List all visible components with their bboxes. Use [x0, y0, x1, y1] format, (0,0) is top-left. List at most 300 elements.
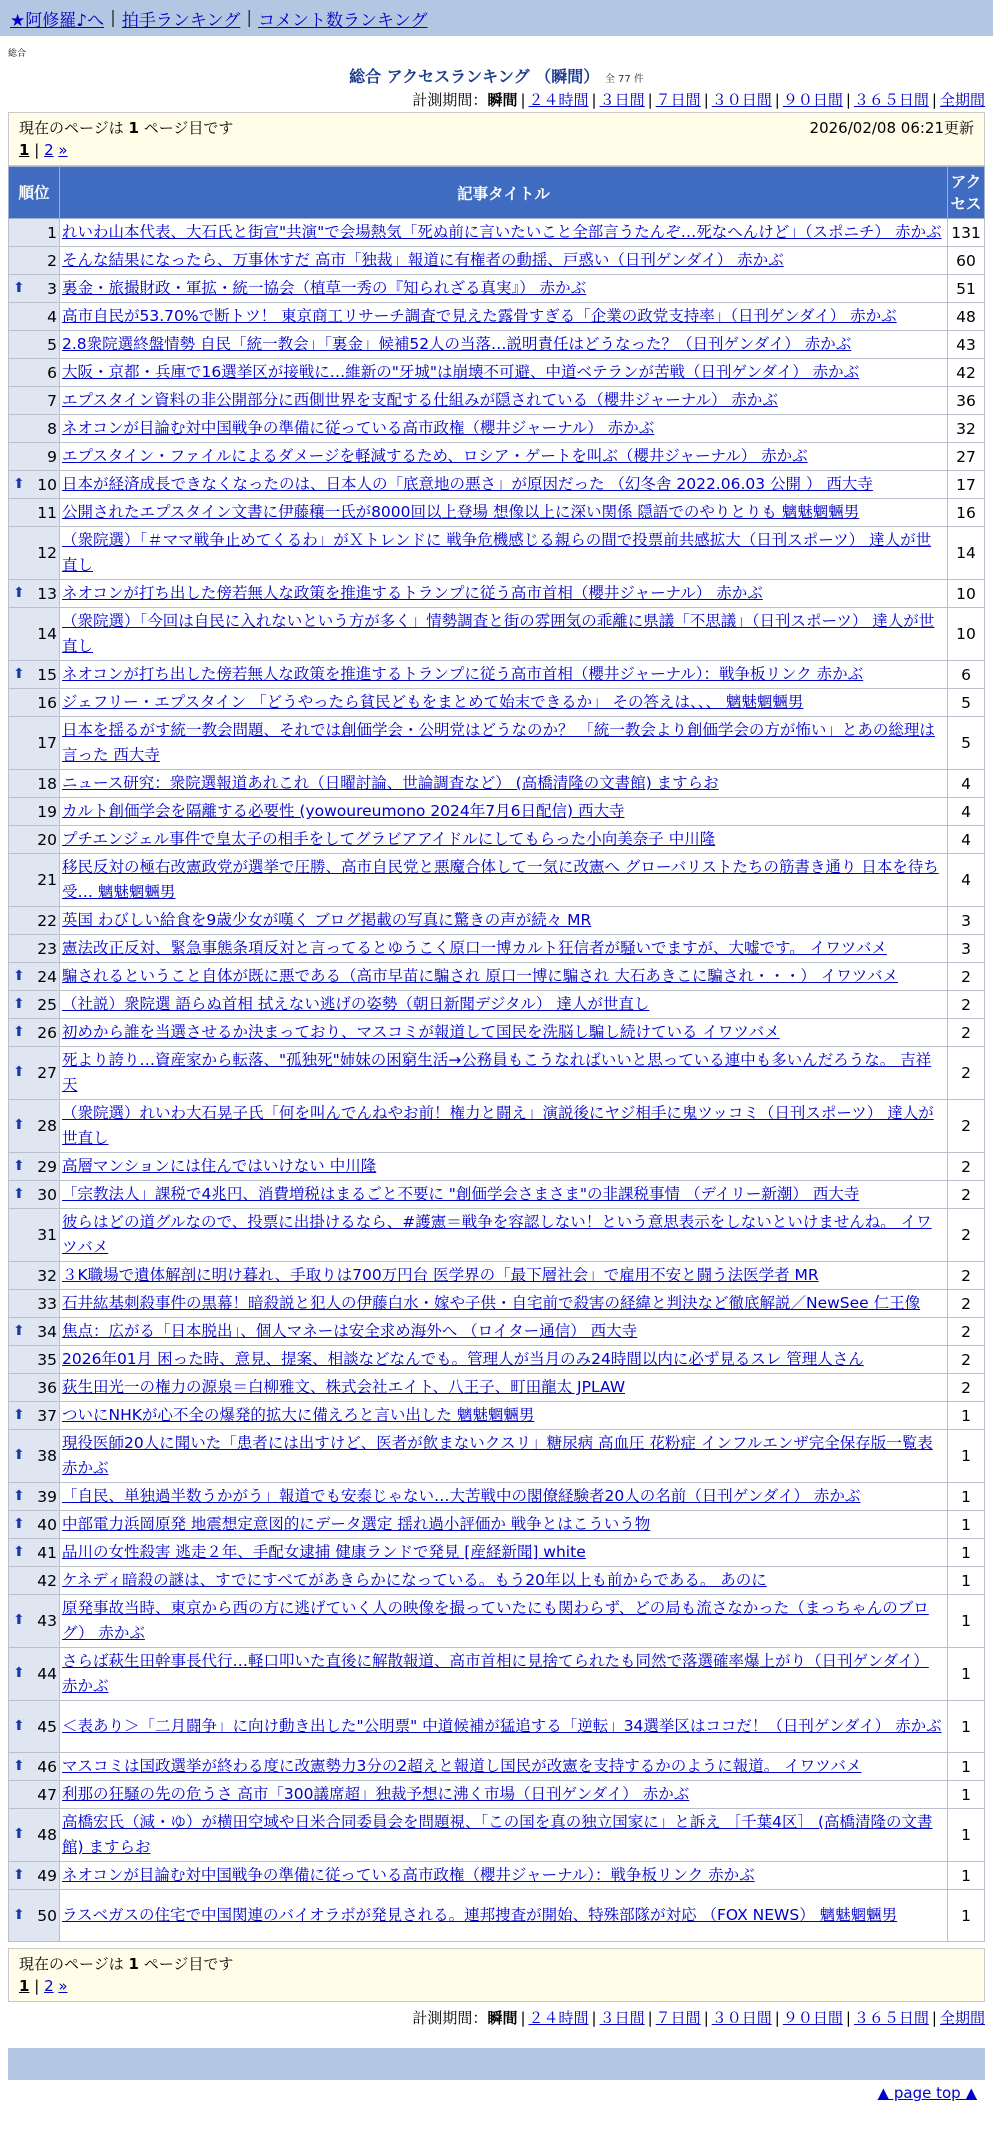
access-count: 4 [948, 798, 985, 826]
table-row [9, 275, 985, 303]
article-link[interactable]: ネオコンが打ち出した傍若無人な政策を推進するトランプに従う高市首相（櫻井ジャーナル） 赤かぶ [62, 584, 763, 602]
period-separator: | [931, 91, 937, 109]
access-count: 2 [948, 1019, 985, 1047]
rank-number: 43 [37, 1612, 57, 1630]
article-link[interactable]: マスコミは国政選挙が終わる度に改憲勢力3分の2超えと報道し国民が改憲を支持するかのように報道。 イワツバメ [62, 1757, 862, 1775]
rank-number: 46 [37, 1757, 57, 1776]
period-link[interactable]: ７日間 [655, 91, 701, 109]
rank-cell [9, 770, 60, 798]
access-count: 36 [948, 387, 985, 415]
table-row [9, 935, 985, 963]
rank-number: 50 [37, 1906, 57, 1925]
rank-number: 1 [47, 223, 57, 242]
page-status: 現在のページは 1 ページ目です [19, 1955, 234, 1973]
access-count: 2 [948, 1047, 985, 1100]
period-separator: | [591, 2009, 597, 2027]
title-cell [60, 1511, 948, 1539]
access-count: 5 [948, 689, 985, 717]
rank-number: 40 [37, 1515, 57, 1534]
rank-number: 19 [37, 802, 57, 821]
up-arrow-icon: ⬆ [13, 1515, 25, 1532]
period-link[interactable]: 全期間 [939, 91, 985, 109]
rank-cell [9, 1402, 60, 1430]
table-row [9, 1595, 985, 1648]
title-cell [60, 1290, 948, 1318]
access-count: 1 [948, 1890, 985, 1942]
article-link[interactable]: ＜表あり＞「二月闘争」に向け動き出した"公明票" 中道候補が猛追する「逆転」34選挙区はココだ！（日刊ゲンダイ） 赤かぶ [62, 1717, 942, 1735]
title-cell [60, 1318, 948, 1346]
table-row [9, 499, 985, 527]
rank-cell [9, 1595, 60, 1648]
access-count: 1 [948, 1483, 985, 1511]
access-count: 10 [948, 580, 985, 608]
comment-ranking-link[interactable]: コメント数ランキング [258, 10, 428, 31]
rank-cell [9, 1648, 60, 1701]
rank-cell [9, 1781, 60, 1809]
access-count: 27 [948, 443, 985, 471]
table-row [9, 991, 985, 1019]
article-link[interactable]: ついにNHKが心不全の爆発的拡大に備えろと言い出した 魑魅魍魎男 [62, 1406, 535, 1424]
article-link[interactable]: ジェフリー・エプスタイン 「どうやったら貧民どもをまとめて始末できるか」 その答えは、、、 魑魅魍魎男 [62, 693, 804, 711]
rank-number: 31 [37, 1226, 57, 1244]
article-link[interactable]: れいわ山本代表、大石氏と街宣"共演"で会場熱気「死ぬ前に言いたいこと全部言うたんぞ…死なへんけど」（スポニチ） 赤かぶ [62, 223, 942, 241]
table-row [9, 717, 985, 770]
pager-bottom [8, 1948, 985, 2002]
up-arrow-icon: ⬆ [13, 1665, 25, 1681]
rank-cell [9, 247, 60, 275]
up-arrow-icon: ⬆ [13, 1185, 25, 1202]
title-cell [60, 798, 948, 826]
access-count: 2 [948, 1318, 985, 1346]
rank-cell [9, 1209, 60, 1262]
article-link[interactable]: 現役医師20人に聞いた「患者には出すけど、医者が飲まないクスリ」糖尿病 高血圧 花粉症 インフルエンザ完全保存版一覧表 赤かぶ [62, 1434, 933, 1477]
article-link[interactable]: （衆院選）「今回は自民に入れないという方が多く」情勢調査と街の雰囲気の乖離に県議「不思議」（日刊スポーツ） 達人が世直し [62, 612, 935, 655]
title-cell [60, 1781, 948, 1809]
title-cell [60, 1047, 948, 1100]
period-link[interactable]: ９０日間 [782, 91, 843, 109]
table-row [9, 798, 985, 826]
article-link[interactable]: 移民反対の極右改憲政党が選挙で圧勝、高市自民党と悪魔合体して一気に改憲へ グローバリストたちの筋書き通り 日本を待ち受… 魑魅魍魎男 [62, 858, 939, 901]
rank-cell [9, 798, 60, 826]
access-count: 2 [948, 1153, 985, 1181]
article-link[interactable]: エプスタイン・ファイルによるダメージを軽減するため、ロシア・ゲートを叫ぶ（櫻井ジャーナル） 赤かぶ [62, 447, 808, 465]
rank-cell [9, 1346, 60, 1374]
article-link[interactable]: ３K職場で遺体解剖に明け暮れ、手取りは700万円台 医学界の「最下層社会」で雇用不安と闘う法医学者 MR [62, 1266, 819, 1284]
access-count: 1 [948, 1430, 985, 1483]
period-selector [0, 2006, 993, 2030]
period-selector [0, 88, 993, 112]
period-link[interactable]: ３６５日間 [853, 91, 929, 109]
title-cell [60, 826, 948, 854]
article-link[interactable]: 裏金・旅撮財政・軍拡・統一協会（植草一秀の『知られざる真実』） 赤かぶ [62, 279, 587, 297]
article-link[interactable]: 彼らはどの道グルなので、投票に出掛けるなら、#護憲＝戦争を容認しない！という意思表示をしないといけませんね。 イワツバメ [62, 1213, 932, 1256]
rank-number: 41 [37, 1543, 57, 1562]
up-arrow-icon: ⬆ [13, 1826, 25, 1842]
title-column-header: 記事タイトル [60, 167, 948, 219]
article-link[interactable]: 荻生田光一の権力の源泉＝白柳雅文、株式会社エイト、八王子、町田龍太 JPLAW [62, 1378, 626, 1396]
article-link[interactable]: 高市自民が53.70%で断トツ！ 東京商工リサーチ調査で見えた露骨すぎる「企業の政党支持率」（日刊ゲンダイ） 赤かぶ [62, 307, 897, 325]
page-links [19, 1975, 974, 1997]
rank-cell [9, 1483, 60, 1511]
table-row [9, 359, 985, 387]
rank-cell [9, 1181, 60, 1209]
period-separator: | [647, 2009, 653, 2027]
period-current: 瞬間 [487, 91, 518, 109]
rank-number: 33 [37, 1294, 57, 1313]
page-2-link[interactable]: 2 [44, 1977, 54, 1995]
period-current: 瞬間 [487, 2009, 518, 2027]
table-row [9, 331, 985, 359]
rank-cell [9, 219, 60, 247]
title-cell [60, 907, 948, 935]
up-arrow-icon: ⬆ [13, 1322, 25, 1339]
title-cell [60, 1539, 948, 1567]
period-link[interactable]: ３日間 [599, 91, 645, 109]
article-link[interactable]: プチエンジェル事件で皇太子の相手をしてグラビアアイドルにしてもらった小向美奈子 中川隆 [62, 830, 716, 848]
table-row [9, 854, 985, 907]
table-row [9, 1047, 985, 1100]
next-page-link[interactable]: » [58, 1977, 68, 1995]
title-cell [60, 963, 948, 991]
access-count: 131 [948, 219, 985, 247]
access-count: 5 [948, 717, 985, 770]
rank-cell [9, 1430, 60, 1483]
title-cell [60, 1701, 948, 1753]
top-nav-bar [0, 0, 993, 36]
title-cell [60, 247, 948, 275]
up-arrow-icon: ⬆ [13, 1487, 25, 1504]
rank-number: 22 [37, 911, 57, 930]
rank-number: 2 [47, 251, 57, 270]
nav-separator: | [246, 8, 253, 28]
up-arrow-icon: ⬆ [13, 279, 25, 296]
period-link[interactable]: 全期間 [939, 2009, 985, 2027]
table-row [9, 1019, 985, 1047]
rank-cell [9, 826, 60, 854]
table-row [9, 1483, 985, 1511]
article-link[interactable]: 英国 わびしい給食を9歳少女が嘆く ブログ掲載の写真に驚きの声が続々 MR [62, 911, 592, 929]
rank-number: 49 [37, 1866, 57, 1885]
access-count: 2 [948, 1374, 985, 1402]
title-cell [60, 275, 948, 303]
table-row [9, 1890, 985, 1942]
rank-cell [9, 303, 60, 331]
rank-cell [9, 717, 60, 770]
title-cell [60, 1346, 948, 1374]
article-link[interactable]: 大阪・京都・兵庫で16選挙区が接戦に…維新の"牙城"は崩壊不可避、中道ベテランが苦戦（日刊ゲンダイ） 赤かぶ [62, 363, 860, 381]
page-top-row [0, 2084, 993, 2102]
period-separator: | [520, 2009, 526, 2027]
title-cell [60, 219, 948, 247]
rank-number: 9 [47, 447, 57, 466]
table-row [9, 1567, 985, 1595]
rank-cell [9, 1890, 60, 1942]
table-row [9, 1809, 985, 1862]
period-separator: | [703, 91, 709, 109]
rank-cell [9, 387, 60, 415]
rank-cell [9, 1539, 60, 1567]
page-separator: | [34, 141, 40, 159]
title-cell [60, 1402, 948, 1430]
title-cell [60, 1430, 948, 1483]
table-row [9, 826, 985, 854]
access-count: 4 [948, 770, 985, 798]
up-arrow-icon: ⬆ [13, 1023, 25, 1040]
title-cell [60, 1153, 948, 1181]
access-count: 2 [948, 1100, 985, 1153]
rank-cell [9, 1153, 60, 1181]
rank-cell [9, 1262, 60, 1290]
period-link[interactable]: ３０日間 [711, 2009, 772, 2027]
table-row [9, 1539, 985, 1567]
rank-cell [9, 907, 60, 935]
table-row [9, 247, 985, 275]
rank-cell [9, 527, 60, 580]
period-label: 計測期間： [412, 91, 488, 109]
access-count: 1 [948, 1402, 985, 1430]
clap-ranking-link[interactable]: 拍手ランキング [121, 10, 241, 31]
next-page-link[interactable]: » [58, 141, 68, 159]
title-cell [60, 527, 948, 580]
article-link[interactable]: ネオコンが目論む対中国戦争の準備に従っている高市政権（櫻井ジャーナル）：戦争板リンク 赤かぶ [62, 1866, 755, 1884]
period-link[interactable]: ３６５日間 [853, 2009, 929, 2027]
rank-cell [9, 1019, 60, 1047]
up-arrow-icon: ⬆ [13, 1543, 25, 1560]
up-arrow-icon: ⬆ [13, 665, 25, 682]
rank-cell [9, 608, 60, 661]
title-cell [60, 303, 948, 331]
table-row [9, 608, 985, 661]
title-cell [60, 471, 948, 499]
article-link[interactable]: ラスベガスの住宅で中国関連のバイオラボが発見される。連邦捜査が開始、特殊部隊が対応 （FOX NEWS） 魑魅魍魎男 [62, 1906, 898, 1924]
access-count: 1 [948, 1753, 985, 1781]
rank-number: 27 [37, 1064, 57, 1082]
title-cell [60, 1567, 948, 1595]
article-link[interactable]: 日本が経済成長できなくなったのは、日本人の「底意地の悪さ」が原因だった （幻冬舎 2022.06.03 公開 ） 西大寺 [62, 475, 873, 493]
page-2-link[interactable]: 2 [44, 141, 54, 159]
article-link[interactable]: 高層マンションには住んではいけない 中川隆 [62, 1157, 377, 1175]
access-count: 2 [948, 991, 985, 1019]
table-row [9, 1262, 985, 1290]
up-arrow-icon: ⬆ [13, 475, 25, 492]
title-cell [60, 1862, 948, 1890]
home-link[interactable]: ★阿修羅♪へ [10, 10, 105, 31]
period-link[interactable]: ３日間 [599, 2009, 645, 2027]
total-count: 全 77 件 [604, 74, 644, 85]
rank-cell [9, 1701, 60, 1753]
table-row [9, 907, 985, 935]
article-link[interactable]: 中部電力浜岡原発 地震想定意図的にデータ選定 揺れ過小評価か 戦争とはこういう物 [62, 1515, 651, 1533]
table-row [9, 1290, 985, 1318]
rank-cell [9, 415, 60, 443]
title-cell [60, 1809, 948, 1862]
access-count: 2 [948, 963, 985, 991]
rank-cell [9, 275, 60, 303]
article-link[interactable]: ケネディ暗殺の謎は、すでにすべてがあきらかになっている。もう20年以上も前からである。 あのに [62, 1571, 767, 1589]
updated-time: 2026/02/08 06:21更新 [809, 119, 974, 137]
rank-number: 8 [47, 419, 57, 438]
article-link[interactable]: さらば萩生田幹事長代行…軽口叩いた直後に解散報道、高市首相に見捨てられたも同然で落選確率爆上がり（日刊ゲンダイ） 赤かぶ [62, 1652, 929, 1695]
access-count: 2 [948, 1290, 985, 1318]
period-link[interactable]: ３０日間 [711, 91, 772, 109]
rank-cell [9, 661, 60, 689]
rank-cell [9, 1862, 60, 1890]
article-link[interactable]: 2026年01月 困った時、意見、提案、相談などなんでも。管理人が当月のみ24時間以内に必ず見るスレ 管理人さん [62, 1350, 864, 1368]
title-cell [60, 331, 948, 359]
rank-number: 38 [37, 1447, 57, 1465]
article-link[interactable]: そんな結果になったら、万事休すだ 高市「独裁」報道に有権者の動揺、戸惑い（日刊ゲンダイ） 赤かぶ [62, 251, 784, 269]
rank-cell [9, 963, 60, 991]
article-link[interactable]: 公開されたエプスタイン文書に伊藤穰一氏が8000回以上登場 想像以上に深い関係 隠語でのやりとりも 魑魅魍魎男 [62, 503, 860, 521]
table-row [9, 1430, 985, 1483]
article-link[interactable]: 「自民、単独過半数うかがう」報道でも安泰じゃない…大苦戦中の閣僚経験者20人の名前（日刊ゲンダイ） 赤かぶ [62, 1487, 861, 1505]
period-link[interactable]: ９０日間 [782, 2009, 843, 2027]
period-separator: | [845, 91, 851, 109]
period-link[interactable]: ７日間 [655, 2009, 701, 2027]
title-cell [60, 1181, 948, 1209]
article-link[interactable]: （衆院選）れいわ大石晃子氏「何を叫んでんねやお前！権力と闘え」演説後にヤジ相手に鬼ツッコミ（日刊スポーツ） 達人が世直し [62, 1104, 934, 1147]
table-row [9, 770, 985, 798]
rank-number: 23 [37, 939, 57, 958]
rank-number: 16 [37, 693, 57, 712]
table-row [9, 1648, 985, 1701]
article-link[interactable]: ネオコンが打ち出した傍若無人な政策を推進するトランプに従う高市首相（櫻井ジャーナル）：戦争板リンク 赤かぶ [62, 665, 864, 683]
period-separator: | [774, 91, 780, 109]
rank-number: 10 [37, 475, 57, 494]
rank-number: 13 [37, 584, 57, 603]
access-count: 6 [948, 661, 985, 689]
article-link[interactable]: 原発事故当時、東京から西の方に逃げていく人の映像を撮っていたにも関わらず、どの局も流さなかった（まっちゃんのブログ） 赤かぶ [62, 1599, 929, 1642]
rank-cell [9, 935, 60, 963]
title-cell [60, 935, 948, 963]
title-cell [60, 717, 948, 770]
rank-number: 17 [37, 734, 57, 752]
up-arrow-icon: ⬆ [13, 995, 25, 1012]
article-link[interactable]: 2.8衆院選終盤情勢 自民「統一教会」「裏金」候補52人の当落…説明責任はどうなった？（日刊ゲンダイ） 赤かぶ [62, 335, 852, 353]
ranking-table [8, 166, 985, 1942]
footer-bar [8, 2048, 985, 2080]
pager-top [8, 112, 985, 166]
rank-cell [9, 331, 60, 359]
title-cell [60, 661, 948, 689]
table-row [9, 1209, 985, 1262]
rank-cell [9, 1567, 60, 1595]
category-label: 総合 [8, 49, 27, 59]
access-count: 60 [948, 247, 985, 275]
up-arrow-icon: ⬆ [13, 967, 25, 984]
article-link[interactable]: 「宗教法人」課税で4兆円、消費増税はまるごと不要に "創価学会さまさま"の非課税事情 （デイリー新潮） 西大寺 [62, 1185, 860, 1203]
rank-number: 42 [37, 1571, 57, 1590]
access-count: 1 [948, 1809, 985, 1862]
access-count: 14 [948, 527, 985, 580]
access-count: 10 [948, 608, 985, 661]
table-row [9, 303, 985, 331]
article-link[interactable]: エプスタイン資料の非公開部分に西側世界を支配する仕組みが隠されている（櫻井ジャーナル） 赤かぶ [62, 391, 778, 409]
rank-cell [9, 1809, 60, 1862]
access-count: 51 [948, 275, 985, 303]
rank-number: 5 [47, 335, 57, 354]
page-title [0, 66, 993, 88]
access-count: 1 [948, 1539, 985, 1567]
period-link[interactable]: ２４時間 [528, 2009, 589, 2027]
access-count: 3 [948, 907, 985, 935]
rank-number: 7 [47, 391, 57, 410]
access-count: 32 [948, 415, 985, 443]
table-row [9, 661, 985, 689]
rank-number: 21 [37, 871, 57, 889]
access-count: 3 [948, 935, 985, 963]
table-row [9, 1402, 985, 1430]
rank-number: 20 [37, 830, 57, 849]
access-count: 2 [948, 1346, 985, 1374]
rank-number: 25 [37, 995, 57, 1014]
up-arrow-icon: ⬆ [13, 1906, 25, 1923]
rank-number: 29 [37, 1157, 57, 1176]
title-cell [60, 991, 948, 1019]
table-row [9, 1181, 985, 1209]
title-cell [60, 1209, 948, 1262]
access-count: 1 [948, 1781, 985, 1809]
title-cell [60, 1595, 948, 1648]
article-link[interactable]: （衆院選）「＃ママ戦争止めてくるわ」がＸトレンドに 戦争危機感じる親らの間で投票前共感拡大（日刊スポーツ） 達人が世直し [62, 531, 932, 574]
table-row [9, 1753, 985, 1781]
article-link[interactable]: 焦点：広がる「日本脱出」、個人マネーは安全求め海外へ （ロイター通信） 西大寺 [62, 1322, 638, 1340]
rank-cell [9, 471, 60, 499]
article-link[interactable]: カルト創価学会を隔離する必要性 (yowoureumono 2024年7月6日配信) 西大寺 [62, 802, 625, 820]
rank-number: 44 [37, 1665, 57, 1683]
access-count: 17 [948, 471, 985, 499]
page-links [19, 139, 974, 161]
article-link[interactable]: 騙されるということ自体が既に悪である（高市早苗に騙され 原口一博に騙され 大石あきこに騙され・・・） イワツバメ [62, 967, 898, 985]
rank-number: 30 [37, 1185, 57, 1204]
current-page: 1 [19, 141, 30, 159]
article-link[interactable]: 高橋宏氏（減・ゆ）が横田空域や日米合同委員会を問題視、「この国を真の独立国家に」と訴え ［千葉4区］ (高橋清隆の文書館) ますらお [62, 1813, 933, 1856]
title-cell [60, 1100, 948, 1153]
article-link[interactable]: 死より誇り…資産家から転落、"孤独死"姉妹の困窮生活→公務員もこうなればいいと思っている連中も多いんだろうな。 吉祥天 [62, 1051, 932, 1094]
rank-cell [9, 1374, 60, 1402]
article-link[interactable]: 日本を揺るがす統一教会問題、それでは創価学会・公明党はどうなのか？ 「統一教会より創価学会の方が怖い」とあの総理は言った 西大寺 [62, 721, 935, 764]
rank-cell [9, 991, 60, 1019]
up-arrow-icon: ⬆ [13, 1612, 25, 1628]
title-cell [60, 1753, 948, 1781]
access-count: 4 [948, 854, 985, 907]
title-cell [60, 415, 948, 443]
table-row [9, 1374, 985, 1402]
table-row [9, 387, 985, 415]
title-cell [60, 499, 948, 527]
article-link[interactable]: （社説）衆院選 語らぬ首相 拭えない逃げの姿勢（朝日新聞デジタル） 達人が世直し [62, 995, 650, 1013]
table-row [9, 1511, 985, 1539]
article-link[interactable]: 品川の女性殺害 逃走２年、手配女逮捕 健康ランドで発見 [産経新聞] white [62, 1543, 586, 1561]
article-link[interactable]: 憲法改正反対、緊急事態条項反対と言ってるとゆうこく原口一博カルト狂信者が騒いでますが、大嘘です。 イワツバメ [62, 939, 887, 957]
title-cell [60, 387, 948, 415]
article-link[interactable]: 石井紘基刺殺事件の黒幕！暗殺説と犯人の伊藤白水・嫁や子供・自宅前で殺害の経緯と判決など徹底解説／NewSee 仁王像 [62, 1294, 921, 1312]
title-cell [60, 359, 948, 387]
access-count: 42 [948, 359, 985, 387]
rank-cell [9, 1100, 60, 1153]
article-link[interactable]: ネオコンが目論む対中国戦争の準備に従っている高市政権（櫻井ジャーナル） 赤かぶ [62, 419, 655, 437]
access-count: 1 [948, 1595, 985, 1648]
article-link[interactable]: 初めから誰を当選させるか決まっており、マスコミが報道して国民を洗脳し騙し続けている イワツバメ [62, 1023, 780, 1041]
article-link[interactable]: 利那の狂騒の先の危うさ 高市「300議席超」独裁予想に沸く市場（日刊ゲンダイ） 赤かぶ [62, 1785, 690, 1803]
up-arrow-icon: ⬆ [13, 1866, 25, 1883]
ranking-title: 総合 アクセスランキング （瞬間） [349, 67, 600, 86]
article-link[interactable]: ニュース研究：衆院選報道あれこれ（日曜討論、世論調査など） (高橋清隆の文書館) ますらお [62, 774, 719, 792]
period-link[interactable]: ２４時間 [528, 91, 589, 109]
rank-number: 24 [37, 967, 57, 986]
page-top-link[interactable]: ▲ page top ▲ [877, 2084, 977, 2102]
page-status: 現在のページは 1 ページ目です [19, 119, 234, 137]
